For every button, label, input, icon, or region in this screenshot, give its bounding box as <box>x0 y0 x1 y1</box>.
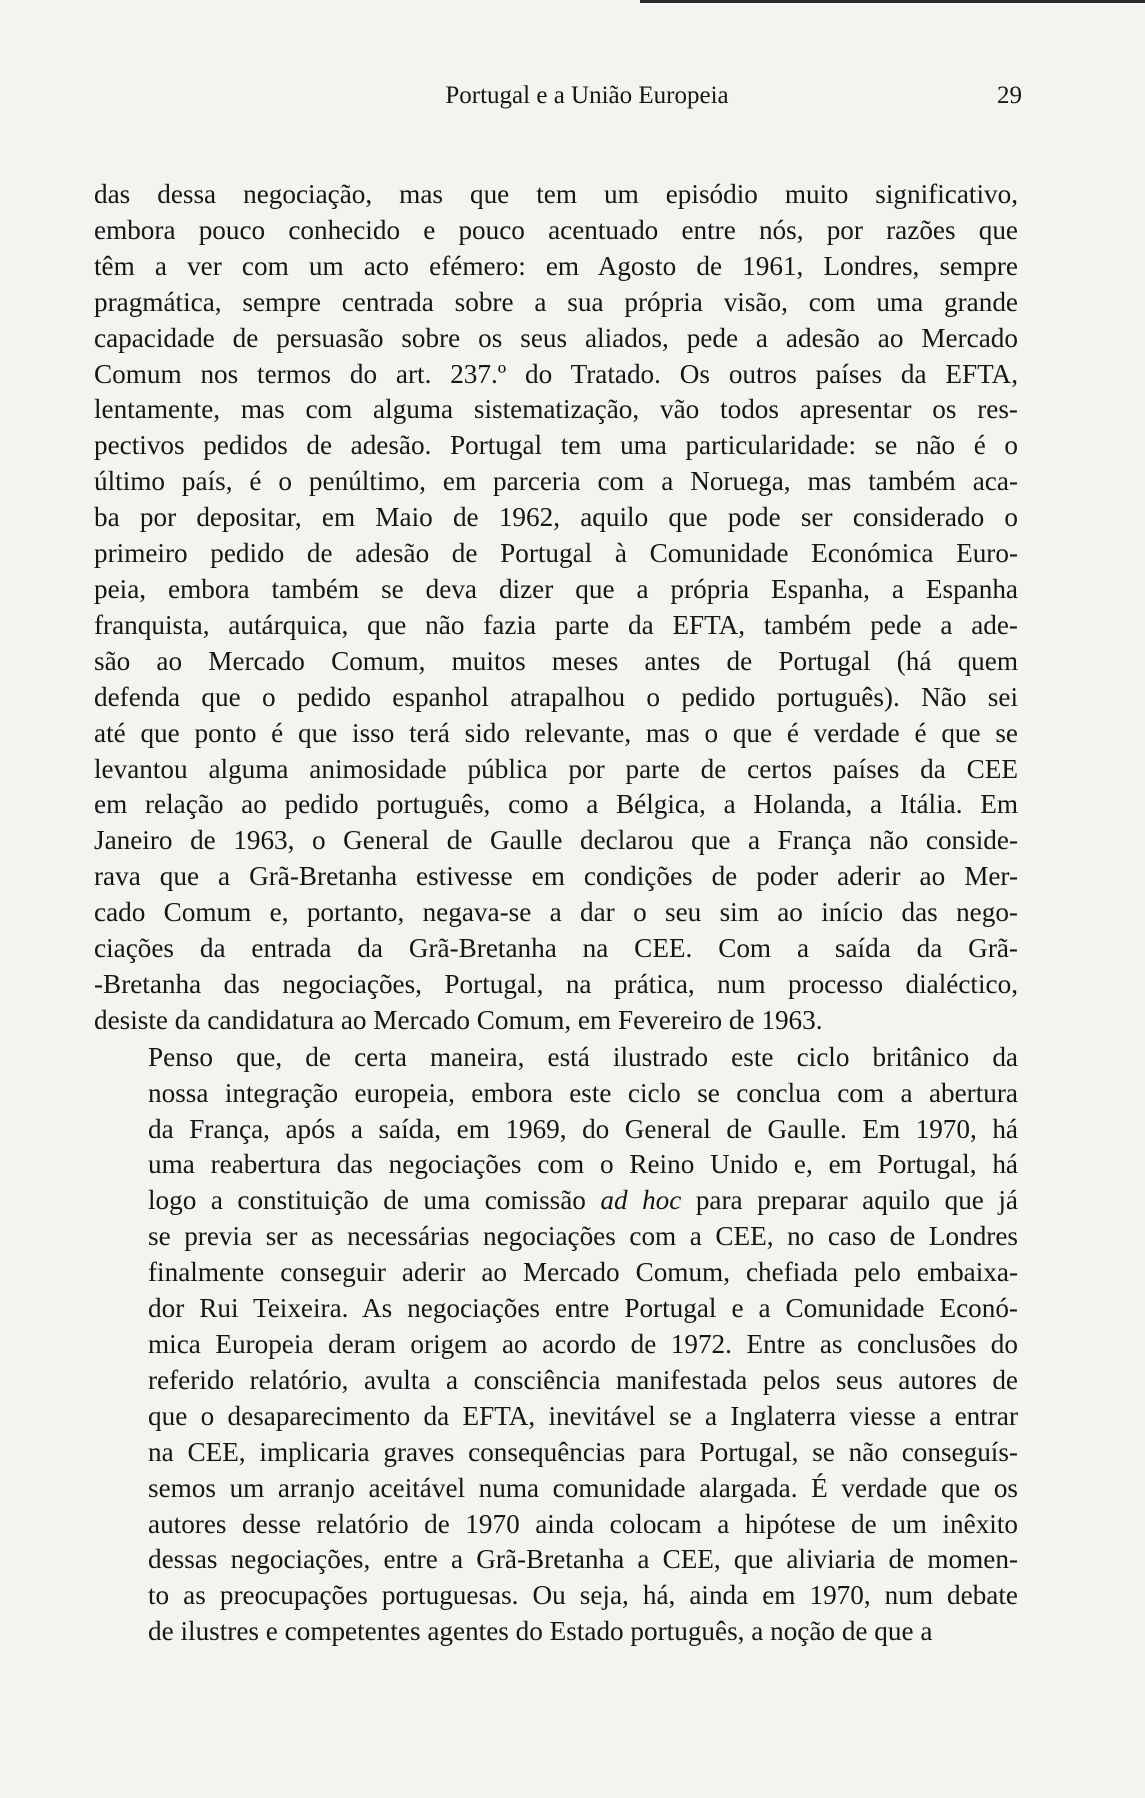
text-line: referido relatório, avulta a consciência manifestada pelos seus autores de <box>148 1364 1018 1395</box>
text-line: logo a constituição de uma comissão ad hoc para preparar aquilo que já <box>148 1185 1018 1216</box>
text-line: são ao Mercado Comum, muitos meses antes de Portugal (há quem <box>94 645 1018 676</box>
text-line: na CEE, implicaria graves consequências para Portugal, se não conseguís- <box>148 1436 1018 1467</box>
text-line: rava que a Grã-Bretanha estivesse em condições de poder aderir ao Mer- <box>94 861 1018 892</box>
text-line: lentamente, mas com alguma sistematização, vão todos apresentar os res- <box>94 394 1018 425</box>
text-line: embora pouco conhecido e pouco acentuado entre nós, por razões que <box>94 214 1018 245</box>
text-line: desiste da candidatura ao Mercado Comum, em Fevereiro de 1963. <box>94 1004 823 1035</box>
text-line: mica Europeia deram origem ao acordo de 1972. Entre as conclusões do <box>148 1329 1018 1359</box>
text-line: da França, após a saída, em 1969, do General de Gaulle. Em 1970, há <box>148 1113 1018 1144</box>
paragraph-2 <box>94 1040 1018 1650</box>
text-line: Penso que, de certa maneira, está ilustrado este ciclo britânico da <box>148 1041 1018 1072</box>
text-line: têm a ver com um acto efémero: em Agosto de 1961, Londres, sempre <box>94 250 1018 281</box>
text-line: dor Rui Teixeira. As negociações entre Portugal e a Comunidade Econó- <box>148 1293 1018 1324</box>
text-line: autores desse relatório de 1970 ainda colocam a hipótese de um inêxito <box>148 1508 1018 1539</box>
paragraph-1 <box>94 177 1018 1039</box>
text-line: ciações da entrada da Grã-Bretanha na CEE. Com a saída da Grã- <box>94 933 1018 964</box>
text-line: Janeiro de 1963, o General de Gaulle declarou que a França não conside- <box>94 825 1018 856</box>
text-line: em relação ao pedido português, como a Bélgica, a Holanda, a Itália. Em <box>94 789 1018 820</box>
text-line: pragmática, sempre centrada sobre a sua própria visão, com uma grande <box>94 286 1018 317</box>
text-line: capacidade de persuasão sobre os seus aliados, pede a adesão ao Mercado <box>94 322 1018 353</box>
text-line: dessas negociações, entre a Grã-Bretanha a CEE, que aliviaria de momen- <box>148 1544 1018 1575</box>
text-line: pectivos pedidos de adesão. Portugal tem uma particularidade: se não é o <box>94 430 1018 461</box>
text-line: -Bretanha das negociações, Portugal, na prática, num processo dialéctico, <box>94 968 1018 999</box>
text-line: defenda que o pedido espanhol atrapalhou o pedido português). Não sei <box>94 681 1018 712</box>
page-edge-shadow <box>640 0 1145 3</box>
text-line: levantou alguma animosidade pública por parte de certos países da CEE <box>94 753 1018 784</box>
text-line: to as preocupações portuguesas. Ou seja, há, ainda em 1970, num debate <box>148 1580 1018 1611</box>
text-line: de ilustres e competentes agentes do Estado português, a noção de que a <box>148 1616 933 1647</box>
text-line: franquista, autárquica, que não fazia parte da EFTA, também pede a ade- <box>94 609 1018 640</box>
body-text <box>94 177 1018 1650</box>
text-line: até que ponto é que isso terá sido relevante, mas o que é verdade é que se <box>94 717 1018 748</box>
text-line: das dessa negociação, mas que tem um episódio muito significativo, <box>94 179 1018 209</box>
text-line: finalmente conseguir aderir ao Mercado Comum, chefiada pelo embaixa- <box>148 1257 1018 1288</box>
text-line: semos um arranjo aceitável numa comunidade alargada. É verdade que os <box>148 1472 1018 1503</box>
text-line: cado Comum e, portanto, negava-se a dar o seu sim ao início das nego- <box>94 897 1018 928</box>
text-line: Comum nos termos do art. 237.º do Tratado. Os outros países da EFTA, <box>94 358 1018 389</box>
header-title: Portugal e a União Europeia <box>445 82 729 109</box>
text-line: primeiro pedido de adesão de Portugal à Comunidade Económica Euro- <box>94 538 1018 569</box>
text-line: que o desaparecimento da EFTA, inevitável se a Inglaterra viesse a entrar <box>148 1400 1018 1431</box>
text-line: ba por depositar, em Maio de 1962, aquilo que pode ser considerado o <box>94 502 1018 533</box>
running-header <box>92 76 1022 116</box>
text-line: peia, embora também se deva dizer que a própria Espanha, a Espanha <box>94 573 1018 604</box>
text-line: uma reabertura das negociações com o Reino Unido e, em Portugal, há <box>148 1149 1018 1180</box>
page-number: 29 <box>997 82 1022 109</box>
text-line: último país, é o penúltimo, em parceria com a Noruega, mas também aca- <box>94 466 1018 497</box>
text-line: se previa ser as necessárias negociações com a CEE, no caso de Londres <box>148 1221 1018 1252</box>
text-line: nossa integração europeia, embora este ciclo se conclua com a abertura <box>148 1077 1018 1108</box>
